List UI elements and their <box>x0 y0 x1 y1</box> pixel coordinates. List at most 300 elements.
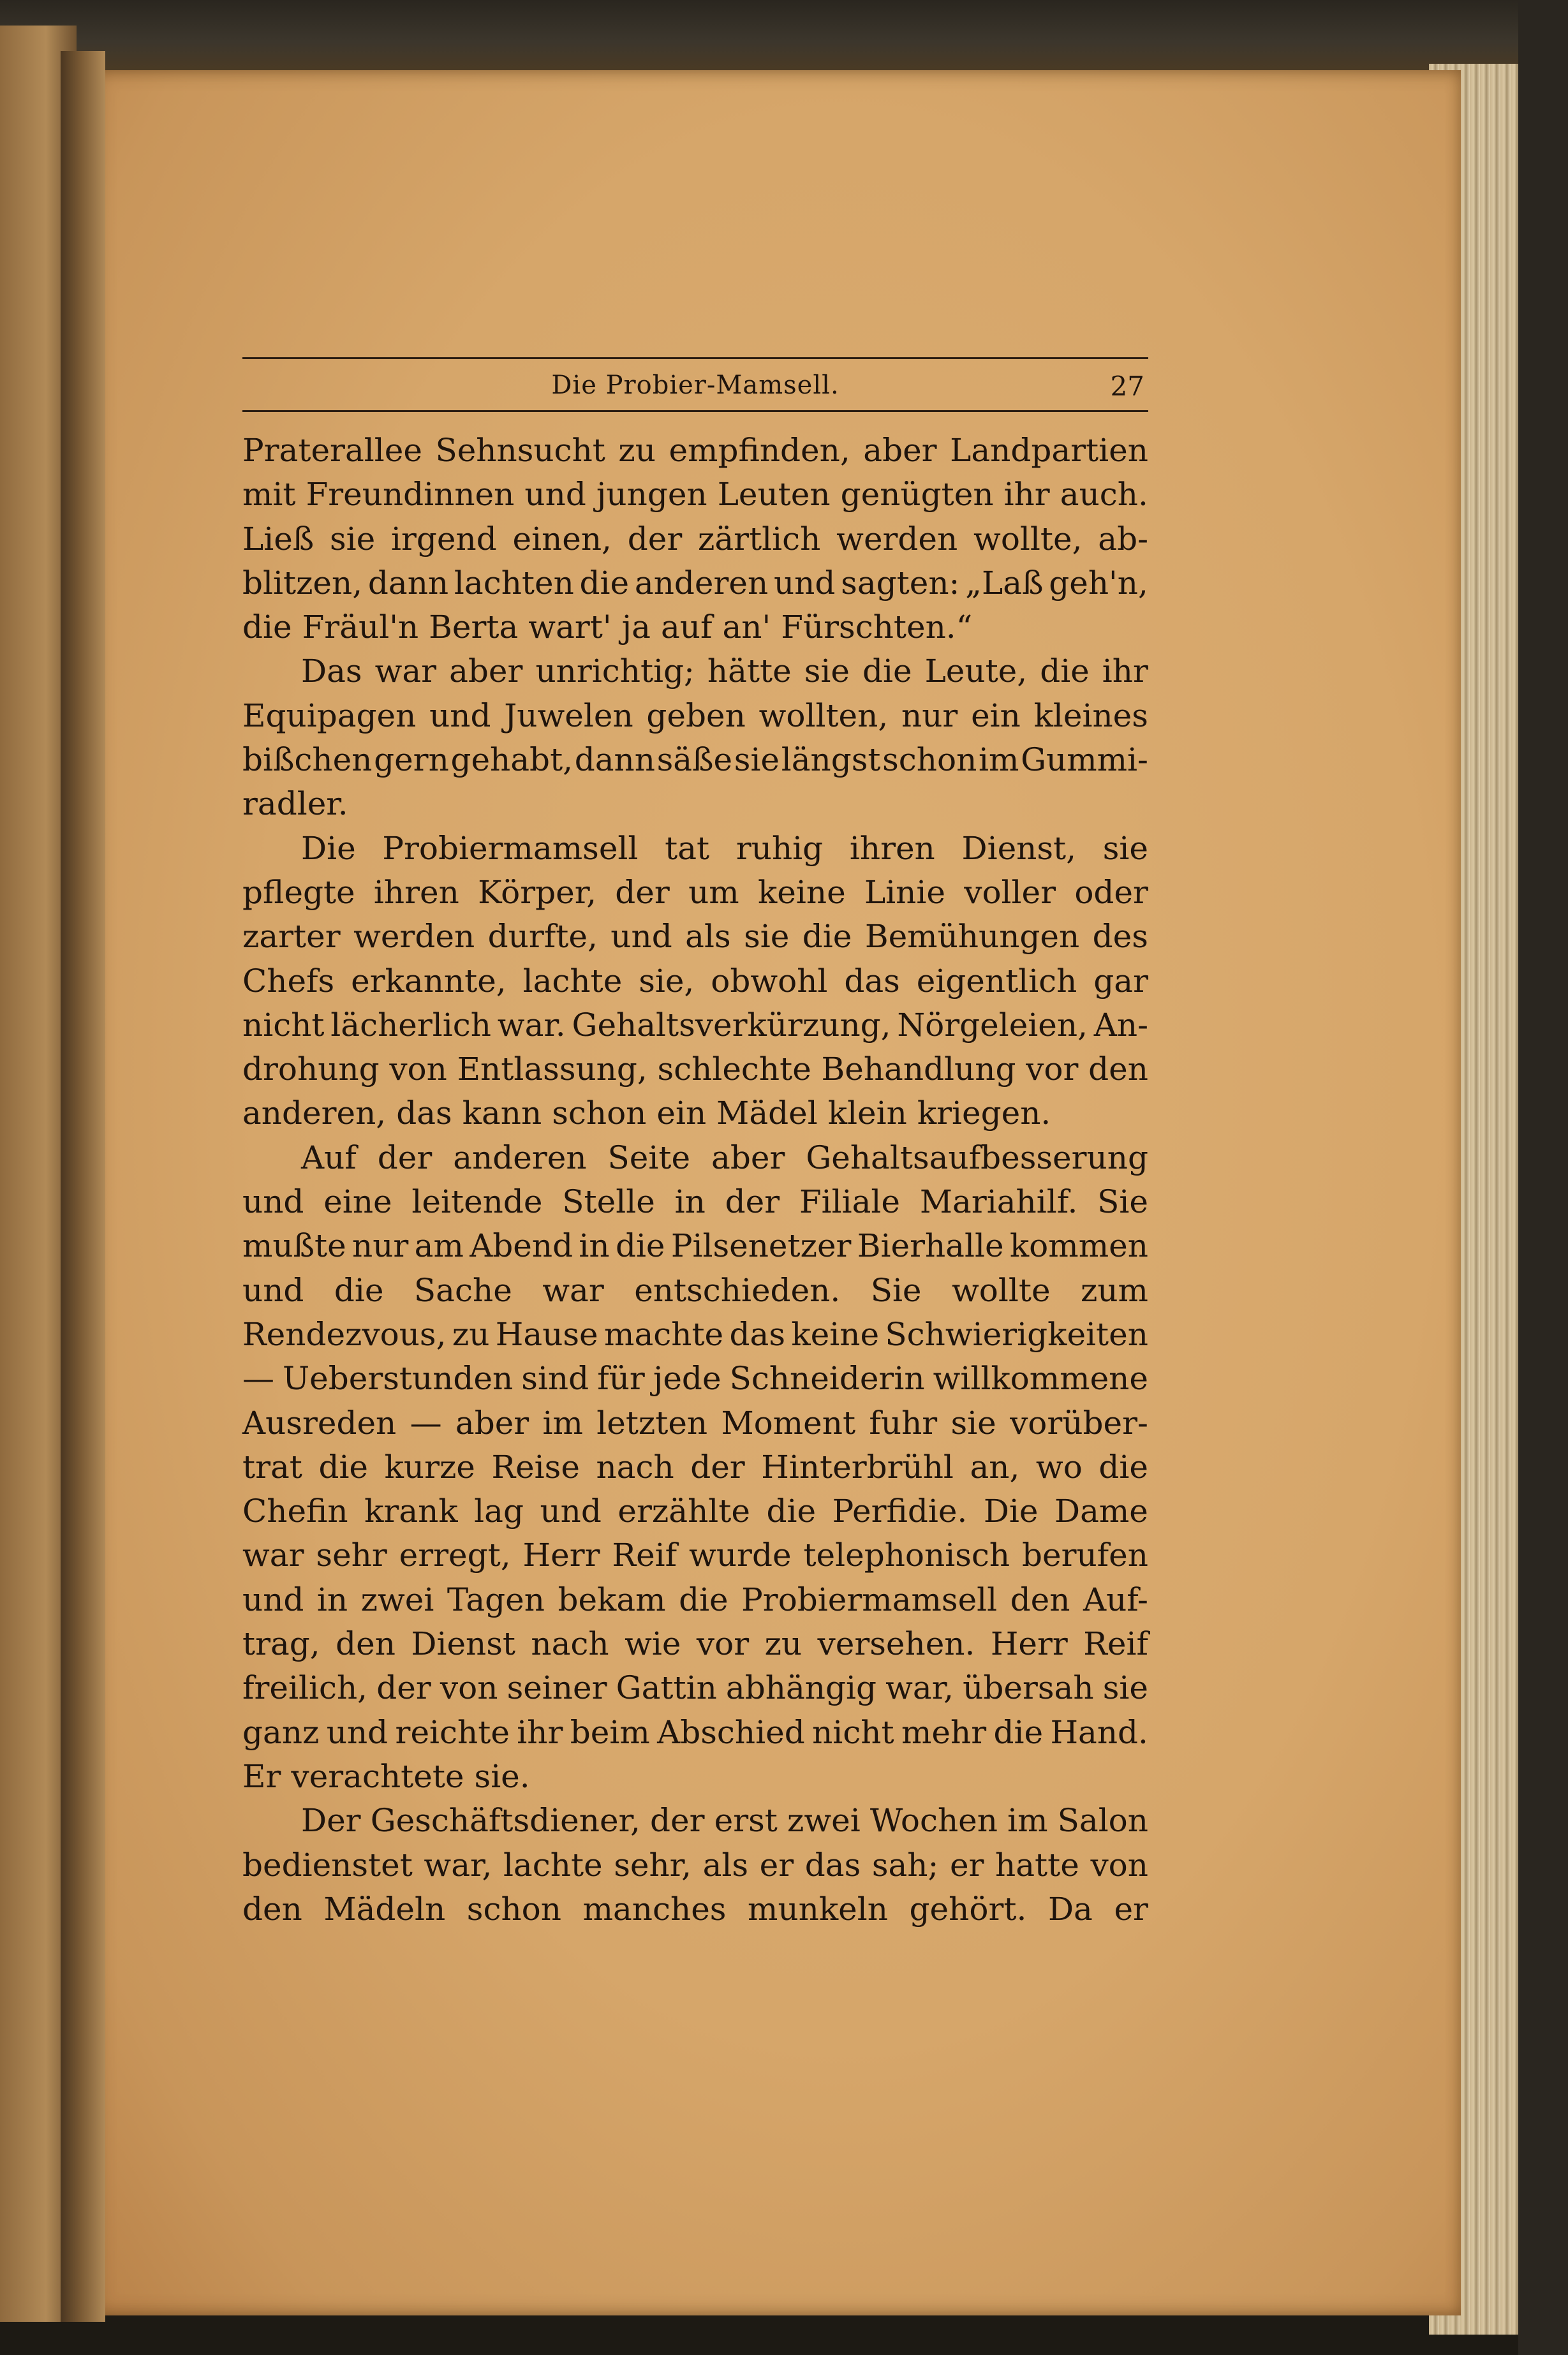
word: lächerlich <box>330 1006 491 1044</box>
word: einen, <box>512 520 612 557</box>
word: zum <box>1081 1271 1148 1309</box>
text-line <box>242 561 1148 605</box>
text-line <box>242 473 1148 517</box>
word: und <box>773 564 836 602</box>
word: Reif <box>612 1537 677 1574</box>
word: von <box>1090 1846 1148 1884</box>
book-gutter <box>61 51 105 2322</box>
word: Entlassung, <box>457 1051 647 1088</box>
word: den <box>336 1625 396 1663</box>
word: der <box>725 1183 780 1221</box>
word: zärtlich <box>698 520 821 557</box>
word: werden <box>836 520 958 557</box>
word: Auf- <box>1083 1581 1148 1618</box>
word: auf <box>660 609 713 646</box>
text-line <box>242 1313 1148 1357</box>
word: als <box>702 1846 749 1884</box>
text-line <box>242 1489 1148 1533</box>
word: kurze <box>384 1448 475 1486</box>
word: erst <box>714 1802 778 1840</box>
text-line <box>242 782 1148 826</box>
word: Der <box>301 1802 361 1840</box>
word: kann <box>462 1095 542 1132</box>
word: zarter <box>242 918 341 956</box>
word: die <box>802 918 852 956</box>
text-line <box>242 1666 1148 1710</box>
word: um <box>688 873 739 911</box>
word: aber <box>455 1404 529 1442</box>
word: dann <box>367 564 449 602</box>
word: im <box>542 1404 583 1442</box>
word: gehabt, <box>450 741 573 779</box>
text-line <box>242 1711 1148 1755</box>
word: gar <box>1093 962 1148 1000</box>
text-line <box>242 694 1148 738</box>
word: unrichtig; <box>535 653 695 690</box>
word: sind <box>521 1360 589 1398</box>
word: zwei <box>360 1581 434 1618</box>
text-line <box>242 649 1148 693</box>
word: der <box>615 873 670 911</box>
text-line <box>242 1269 1148 1313</box>
word: vor <box>1026 1051 1079 1088</box>
word: Leute, <box>924 653 1028 690</box>
word: Seite <box>607 1139 691 1176</box>
word: Gehaltsverkürzung, <box>572 1006 891 1044</box>
word: vor <box>696 1625 750 1663</box>
word: lachte <box>503 1846 603 1884</box>
word: und <box>242 1581 304 1618</box>
word: Probiermamsell <box>741 1581 998 1618</box>
word: jede <box>653 1360 721 1398</box>
word: ihren <box>849 829 935 867</box>
word: klein <box>827 1095 907 1132</box>
text-line <box>242 827 1148 871</box>
word: die <box>993 1713 1044 1751</box>
word: ihr <box>1102 653 1148 690</box>
word: in <box>316 1581 348 1618</box>
word: Reise <box>491 1448 580 1486</box>
word: kleines <box>1033 697 1148 734</box>
word: und <box>524 476 586 513</box>
word: die <box>334 1271 384 1309</box>
word: Gattin <box>616 1669 717 1707</box>
word: kommen <box>1009 1227 1148 1265</box>
word: der <box>650 1802 705 1840</box>
word: säße <box>656 741 733 779</box>
word: lachte <box>522 962 623 1000</box>
word: er <box>949 1846 984 1884</box>
word: Moment <box>721 1404 856 1442</box>
word: Sache <box>413 1271 512 1309</box>
word: als <box>685 918 731 956</box>
word: sah; <box>871 1846 939 1884</box>
word: den <box>1010 1581 1070 1618</box>
word: Juwelen <box>504 697 633 734</box>
word: manches <box>582 1890 727 1928</box>
word: Geschäftsdiener, <box>370 1802 640 1840</box>
word: nur <box>901 697 958 734</box>
word: Leuten <box>717 476 831 513</box>
word: von <box>440 1669 498 1707</box>
word: sehr <box>316 1537 387 1574</box>
word: erregt, <box>399 1537 511 1574</box>
word: kriegen. <box>917 1095 1051 1132</box>
text-line <box>242 1578 1148 1622</box>
word: ruhig <box>736 829 824 867</box>
word: ja <box>621 609 651 646</box>
word: pflegte <box>242 873 355 911</box>
word: sie <box>804 653 850 690</box>
word: Dienst <box>411 1625 515 1663</box>
background-paper <box>0 0 1568 70</box>
word: Mädel <box>716 1095 818 1132</box>
word: der <box>627 520 683 557</box>
word: ein <box>656 1095 707 1132</box>
word: war <box>374 653 437 690</box>
word: anderen <box>634 564 769 602</box>
word: Ueberstunden <box>283 1360 514 1398</box>
text-line <box>242 1047 1148 1091</box>
word: zwei <box>787 1802 861 1840</box>
word: die <box>1098 1448 1148 1486</box>
word: längst <box>781 741 881 779</box>
word: ab- <box>1098 520 1148 557</box>
word: am <box>414 1227 464 1265</box>
word: — <box>242 1360 274 1398</box>
text-line <box>242 429 1148 473</box>
word: oder <box>1074 873 1148 911</box>
word: nach <box>531 1625 609 1663</box>
word: Abschied <box>657 1713 805 1751</box>
word: entschieden. <box>634 1271 841 1309</box>
word: werden <box>353 918 475 956</box>
word: das <box>729 1315 785 1353</box>
word: voller <box>964 873 1056 911</box>
word: genügten <box>840 476 994 513</box>
word: jungen <box>596 476 707 513</box>
word: schon <box>882 741 977 779</box>
page-number: 27 <box>1110 371 1144 402</box>
word: sie <box>734 741 780 779</box>
word: berufen <box>1021 1537 1148 1574</box>
word: Ausreden <box>242 1404 397 1442</box>
text-line <box>242 1224 1148 1268</box>
word: trat <box>242 1448 302 1486</box>
word: aber <box>863 432 937 469</box>
word: Dienst, <box>961 829 1077 867</box>
word: Rendezvous, <box>242 1315 447 1353</box>
word: die <box>615 1227 665 1265</box>
word: hätte <box>707 653 792 690</box>
word: Da <box>1047 1890 1093 1928</box>
word: aber <box>449 653 523 690</box>
word: irgend <box>391 520 497 557</box>
word: nach <box>596 1448 674 1486</box>
text-line <box>242 517 1148 561</box>
word: die <box>1040 653 1090 690</box>
word: der <box>376 1669 431 1707</box>
word: wart' <box>528 609 612 646</box>
word: — <box>410 1404 442 1442</box>
word: der <box>690 1448 745 1486</box>
word: in <box>579 1227 610 1265</box>
text-line <box>242 1887 1148 1931</box>
word: das <box>804 1846 861 1884</box>
text-line <box>242 959 1148 1003</box>
word: sie <box>950 1404 996 1442</box>
word: gern <box>374 741 449 779</box>
word: Fräul'n <box>302 609 419 646</box>
word: Ließ <box>242 520 314 557</box>
word: Fürschten.“ <box>781 609 973 646</box>
word: er <box>759 1846 794 1884</box>
word: Filiale <box>799 1183 901 1221</box>
word: auch. <box>1060 476 1148 513</box>
word: Chefin <box>242 1493 348 1530</box>
word: lachten <box>454 564 574 602</box>
text-line <box>242 1755 1148 1799</box>
word: Probiermamsell <box>382 829 639 867</box>
word: Hinterbrühl <box>761 1448 954 1486</box>
text-line <box>242 1799 1148 1843</box>
word: leitende <box>411 1183 543 1221</box>
word: eine <box>323 1183 392 1221</box>
word: ihr <box>1003 476 1050 513</box>
word: den <box>242 1890 302 1928</box>
word: Landpartien <box>950 432 1148 469</box>
word: versehen. <box>817 1625 975 1663</box>
word: sie <box>1102 829 1148 867</box>
word: schon <box>466 1890 561 1928</box>
text-line <box>242 1180 1148 1224</box>
word: Stelle <box>562 1183 655 1221</box>
word: radler. <box>242 785 348 823</box>
word: das <box>396 1095 452 1132</box>
word: durfte, <box>487 918 598 956</box>
word: schon <box>552 1095 647 1132</box>
word: willkommene <box>933 1360 1148 1398</box>
word: Die <box>301 829 356 867</box>
word: anderen <box>453 1139 587 1176</box>
word: im <box>1007 1802 1048 1840</box>
word: und <box>610 918 672 956</box>
text-line <box>242 1401 1148 1445</box>
word: Herr <box>522 1537 600 1574</box>
word: An- <box>1093 1006 1148 1044</box>
word: Perfidie. <box>832 1493 968 1530</box>
word: an' <box>722 609 771 646</box>
running-title: Die Probier-Mamsell. <box>551 371 839 400</box>
word: letzten <box>596 1404 708 1442</box>
word: reichte <box>395 1713 510 1751</box>
word: Behandlung <box>821 1051 1016 1088</box>
word: im <box>978 741 1019 779</box>
word: wollten, <box>758 697 889 734</box>
text-line <box>242 871 1148 915</box>
word: und <box>429 697 491 734</box>
body-text <box>242 429 1148 1931</box>
word: trag, <box>242 1625 320 1663</box>
scanner-bed-edge <box>1518 0 1568 2355</box>
word: zu <box>452 1315 490 1353</box>
word: vorüber- <box>1010 1404 1148 1442</box>
word: für <box>597 1360 645 1398</box>
word: anderen, <box>242 1095 387 1132</box>
word: Körper, <box>478 873 597 911</box>
word: und <box>326 1713 388 1751</box>
word: Equipagen <box>242 697 417 734</box>
word: der <box>377 1139 433 1176</box>
word: sagten: <box>841 564 960 602</box>
word: die <box>679 1581 729 1618</box>
word: dann <box>574 741 655 779</box>
word: ein <box>971 697 1021 734</box>
word: Reif <box>1083 1625 1148 1663</box>
word: beim <box>570 1713 650 1751</box>
word: geh'n, <box>1049 564 1148 602</box>
word: sie. <box>474 1757 530 1795</box>
word: und <box>242 1271 304 1309</box>
word: sie <box>744 918 790 956</box>
word: gehört. <box>909 1890 1027 1928</box>
word: nicht <box>812 1713 894 1751</box>
word: den <box>1088 1051 1148 1088</box>
text-line <box>242 1003 1148 1047</box>
word: Abend <box>470 1227 573 1265</box>
word: sie, <box>639 962 695 1000</box>
word: Berta <box>429 609 519 646</box>
word: bekam <box>558 1581 666 1618</box>
word: von <box>389 1051 447 1088</box>
word: in <box>674 1183 706 1221</box>
word: empfinden, <box>669 432 850 469</box>
text-line <box>242 605 1148 649</box>
text-line <box>242 1533 1148 1577</box>
word: mußte <box>242 1227 346 1265</box>
word: blitzen, <box>242 564 363 602</box>
word: er <box>1114 1890 1148 1928</box>
word: des <box>1092 918 1148 956</box>
word: zu <box>618 432 656 469</box>
word: Sie <box>1097 1183 1148 1221</box>
word: nur <box>352 1227 409 1265</box>
word: das <box>844 962 900 1000</box>
word: Bemühungen <box>864 918 1080 956</box>
word: seiner <box>507 1669 607 1707</box>
word: Herr <box>990 1625 1068 1663</box>
word: an, <box>970 1448 1020 1486</box>
text-line <box>242 1091 1148 1135</box>
word: Dame <box>1054 1493 1148 1530</box>
word: abhängig <box>725 1669 876 1707</box>
word: Mädeln <box>323 1890 446 1928</box>
word: und <box>242 1183 304 1221</box>
word: verachtete <box>291 1757 464 1795</box>
word: Chefs <box>242 962 335 1000</box>
word: munkeln <box>748 1890 888 1928</box>
word: schlechte <box>657 1051 811 1088</box>
word: war. <box>497 1006 566 1044</box>
text-line <box>242 915 1148 959</box>
text-line <box>242 738 1148 782</box>
word: ihr <box>517 1713 563 1751</box>
word: Salon <box>1057 1802 1148 1840</box>
word: Gehaltsaufbesserung <box>806 1139 1148 1176</box>
word: keine <box>791 1315 880 1353</box>
word: Pilsenetzer <box>670 1227 852 1265</box>
word: Er <box>242 1757 281 1795</box>
word: wo <box>1035 1448 1083 1486</box>
word: machte <box>604 1315 724 1353</box>
word: die <box>242 609 292 646</box>
word: ihren <box>373 873 459 911</box>
word: sie <box>1102 1669 1148 1707</box>
running-header <box>242 357 1148 412</box>
word: drohung <box>242 1051 380 1088</box>
word: keine <box>757 873 846 911</box>
word: „Laß <box>965 564 1044 602</box>
word: sie <box>329 520 376 557</box>
word: war <box>242 1537 304 1574</box>
word: Die <box>983 1493 1039 1530</box>
word: die <box>318 1448 369 1486</box>
text-line <box>242 1136 1148 1180</box>
word: Freundinnen <box>306 476 515 513</box>
text-line <box>242 1357 1148 1401</box>
word: eigentlich <box>916 962 1077 1000</box>
word: lag <box>474 1493 524 1530</box>
word: Hause <box>495 1315 598 1353</box>
word: Tagen <box>447 1581 545 1618</box>
word: war <box>542 1271 604 1309</box>
word: war, <box>885 1669 954 1707</box>
word: freilich, <box>242 1669 368 1707</box>
word: obwohl <box>711 962 828 1000</box>
word: telephonisch <box>803 1537 1010 1574</box>
word: Schwierigkeiten <box>885 1315 1148 1353</box>
word: Gummi- <box>1021 741 1148 779</box>
word: Nörgeleien, <box>897 1006 1088 1044</box>
word: erzählte <box>618 1493 750 1530</box>
word: bedienstet <box>242 1846 413 1884</box>
word: übersah <box>963 1669 1094 1707</box>
word: Auf <box>301 1139 357 1176</box>
word: war, <box>424 1846 492 1884</box>
word: wollte, <box>973 520 1083 557</box>
text-line <box>242 1622 1148 1666</box>
text-line <box>242 1843 1148 1887</box>
word: zu <box>764 1625 802 1663</box>
word: erkannte, <box>351 962 507 1000</box>
word: und <box>540 1493 602 1530</box>
word: Linie <box>864 873 945 911</box>
word: geben <box>646 697 746 734</box>
word: hatte <box>995 1846 1079 1884</box>
word: die <box>579 564 630 602</box>
word: aber <box>711 1139 785 1176</box>
word: die <box>766 1493 817 1530</box>
word: wie <box>625 1625 681 1663</box>
word: Bierhalle <box>857 1227 1004 1265</box>
word: Sehnsucht <box>435 432 605 469</box>
word: krank <box>364 1493 458 1530</box>
word: ganz <box>242 1713 320 1751</box>
word: die <box>862 653 912 690</box>
word: Das <box>301 653 362 690</box>
text-line <box>242 1445 1148 1489</box>
page-text-block <box>242 357 1148 1931</box>
